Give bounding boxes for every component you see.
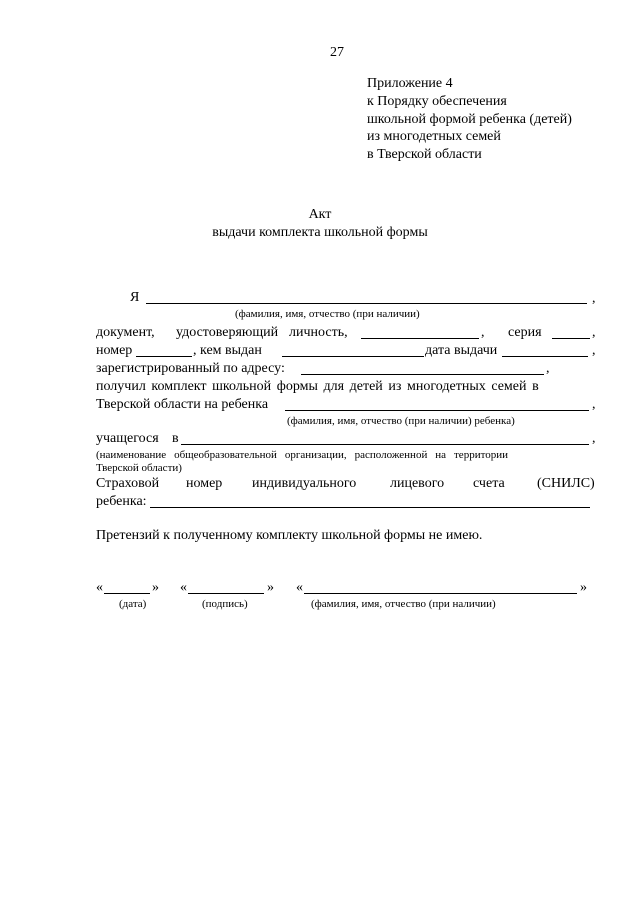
signature-hint: (подпись) — [202, 598, 248, 610]
comma: , — [546, 361, 550, 376]
comma: , — [592, 325, 596, 340]
appendix-line: Приложение 4 — [367, 76, 453, 91]
signer-fio-hint: (фамилия, имя, отчество (при наличии) — [311, 598, 496, 610]
snils-word: счета — [473, 476, 505, 491]
date-hint: (дата) — [119, 598, 147, 610]
document-type-line[interactable] — [361, 338, 479, 339]
label-nomer: номер — [96, 343, 133, 358]
label-registered: зарегистрированный по адресу: — [96, 361, 285, 376]
appendix-line: к Порядку обеспечения — [367, 94, 507, 109]
comma: , — [592, 431, 596, 446]
seria-line[interactable] — [552, 338, 590, 339]
snils-word: Страховой — [96, 476, 160, 491]
appendix-line: в Тверской области — [367, 147, 482, 162]
snils-word: индивидуального — [252, 476, 357, 491]
label-ya: Я — [130, 290, 140, 305]
kem-vydan-line[interactable] — [282, 356, 424, 357]
address-line[interactable] — [301, 374, 544, 375]
data-vydachi-line[interactable] — [502, 356, 588, 357]
document-title: Акт — [308, 207, 332, 222]
snils-word: (СНИЛС) — [537, 476, 595, 491]
school-hint-1: (наименование общеобразовательной организации, расположенной на территории — [96, 449, 509, 461]
label-kem-vydan: , кем выдан — [193, 343, 262, 358]
appendix-line: из многодетных семей — [367, 129, 501, 144]
snils-word: лицевого — [390, 476, 445, 491]
received-line-2: Тверской области на ребенка — [96, 397, 269, 412]
child-fio-hint: (фамилия, имя, отчество (при наличии) ребенка) — [287, 415, 515, 427]
school-line[interactable] — [181, 444, 589, 445]
quote-close: » — [152, 580, 159, 595]
fio-hint: (фамилия, имя, отчество (при наличии) — [235, 308, 420, 320]
signer-fio-line[interactable] — [304, 593, 577, 594]
quote-close: » — [580, 580, 587, 595]
fio-line[interactable] — [146, 303, 587, 304]
claims-statement: Претензий к полученному комплекту школьной формы не имею. — [96, 528, 483, 543]
nomer-line[interactable] — [136, 356, 192, 357]
comma: , — [592, 291, 596, 306]
label-student: учащегося — [96, 431, 159, 446]
snils-word: номер — [186, 476, 223, 491]
label-rebenka: ребенка: — [96, 494, 147, 509]
page-number: 27 — [330, 45, 344, 60]
comma: , — [592, 343, 596, 358]
label-v: в — [172, 431, 179, 446]
date-line[interactable] — [104, 593, 150, 594]
quote-open: « — [296, 580, 303, 595]
school-hint-2: Тверской области) — [96, 462, 182, 474]
signature-line[interactable] — [188, 593, 264, 594]
appendix-line: школьной формой ребенка (детей) — [367, 112, 572, 127]
comma: , — [481, 325, 485, 340]
label-seria: серия — [508, 325, 542, 340]
quote-open: « — [180, 580, 187, 595]
comma: , — [592, 397, 596, 412]
label-document: документ, — [96, 325, 155, 340]
label-udost: удостоверяющий — [176, 325, 279, 340]
snils-line[interactable] — [150, 507, 590, 508]
quote-close: » — [267, 580, 274, 595]
received-line-1: получил комплект школьной формы для детей из многодетных семей в — [96, 379, 539, 394]
label-lichnost: личность, — [289, 325, 348, 340]
document-subtitle: выдачи комплекта школьной формы — [212, 225, 428, 240]
child-fio-line[interactable] — [285, 410, 589, 411]
label-data-vydachi: дата выдачи — [425, 343, 498, 358]
quote-open: « — [96, 580, 103, 595]
